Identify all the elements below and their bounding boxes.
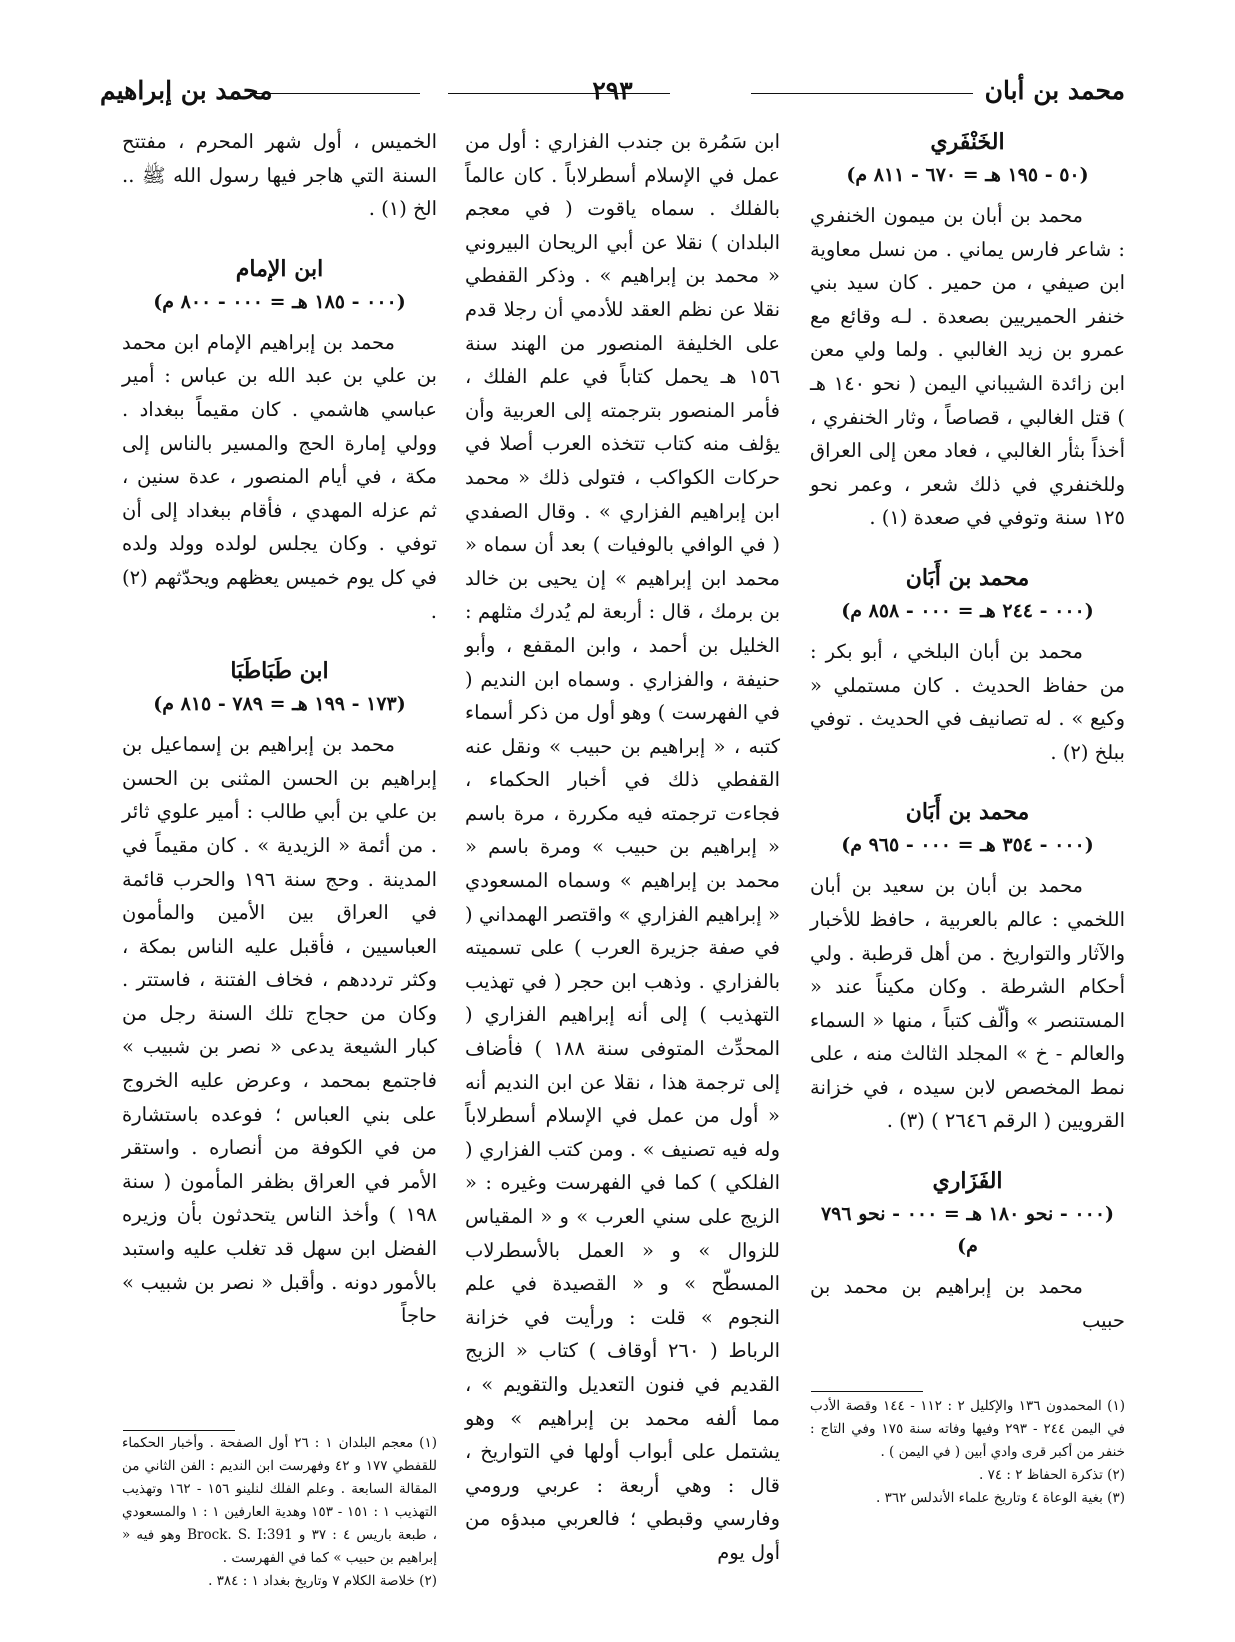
entry-text: محمد بن أبان بن سعيد بن أبان اللخمي : عالم بالعربية ، حافظ للأخبار والآثار والتواريخ . من أهل قرطبة . ولي أحكام الشرطة . وكان مكيناً عند « المستنصر » وألّف كتباً ، منها « السماء والعالم - خ » المجلد الثالث منه ، على نمط المخصص لابن سيده ، في خزانة القرويين ( الرقم ٢٦٤٦ ) (٣) . [810,874,1125,1133]
footnote-rule [811,1391,923,1392]
entry-text: الخميس ، أول شهر المحرم ، مفتتح السنة التي هاجر فيها رسول الله ﷺ .. الخ (١) . [122,130,437,221]
header-rule [751,93,973,94]
entry-title: محمد بن أَبَان [905,564,1030,591]
entry-text: ابن سَمُرة بن جندب الفزاري : أول من عمل في الإسلام أسطرلاباً . كان عالماً بالفلك . سماه ياقوت ( في معجم البلدان ) نقلا عن أبي الريحان البيروني « محمد بن إبراهيم » . وذكر القفطي نقلا عن نظم العقد للأدمي أن رجلا قدم على الخليفة المنصور من الهند سنة ١٥٦ هـ يحمل كتاباً في علم الفلك ، فأمر المنصور بترجمته إلى العربية وأن يؤلف منه كتاب تتخذه العرب أصلا في حركات الكواكب ، فتولى ذلك « محمد ابن إبراهيم الفزاري » . وقال الصفدي ( في الوافي بالوفيات ) بعد أن سماه « محمد ابن إبراهيم » إن يحيى بن خالد بن برمك ، قال : أربعة لم يُدرك مثلهم : الخليل بن أحمد ، وابن المقفع ، وأبو حنيفة ، والفزاري . وسماه ابن النديم ( في الفهرست ) وهو أول من ذكر أسماء كتبه ، « إبراهيم بن حبيب » ونقل عنه القفطي ذلك في أخبار الحكماء ، فجاءت ترجمته فيه مكررة ، مرة باسم « إبراهيم بن حبيب » ومرة باسم « محمد بن إبراهيم » وسماه المسعودي « إبراهيم الفزاري » واقتصر الهمداني ( في صفة جزيرة العرب ) على تسميته بالفزاري . وذهب ابن حجر ( في تهذيب التهذيب ) إلى أنه إبراهيم الفزاري ( المحدِّث المتوفى سنة ١٨٨ ) فأضاف إلى ترجمة هذا ، نقلا عن ابن النديم أنه « أول من عمل في الإسلام أسطرلاباً وله فيه تصنيف » . ومن كتب الفزاري ( الفلكي ) كما في الفهرست وغيره : « الزيج على سني العرب » و « المقياس للزوال » و « العمل بالأسطرلاب المسطّح » و « القصيدة في علم النجوم » قلت : ورأيت في خزانة الرباط ( ٢٦٠ أوقاف ) كتاب « الزيج القديم في فنون التعديل والتقويم » ، مما ألفه محمد بن إبراهيم » وهو يشتمل على أبواب أولها في التواريخ ، قال : وهي أربعة : عربي ورومي وفارسي وقبطي ؛ فالعربي مبدؤه من أول يوم [465,130,780,1564]
column-left [122,125,437,1333]
footnote: (١) المحمدون ١٣٦ والإكليل ٢ : ١١٢ - ١٤٤ وقصة الأدب في اليمن ٢٤٤ - ٢٩٣ وفيها وفاته سنة ١٧٥ وفي التاج : خنفر من أكبر قرى وادي أبين ( في اليمن ) . [810,1398,1125,1460]
footnote-rule [123,1430,235,1431]
entry-text: محمد بن إبراهيم بن إسماعيل بن إبراهيم بن الحسن المثنى بن الحسن بن علي بن أبي طالب : أمير علوي ثائر . من أئمة « الزيدية » . كان مقيماً في المدينة . وحج سنة ١٩٦ والحرب قائمة في العراق بين الأمين والمأمون العباسيين ، فأقبل عليه الناس بمكة ، وكثر ترددهم ، فخاف الفتنة ، فاستتر . وكان من حجاج تلك السنة رجل من كبار الشيعة يدعى « نصر بن شبيب » فاجتمع بمحمد ، وعرض عليه الخروج على بني العباس ؛ فوعده باستشارة من في الكوفة من أنصاره . واستقر الأمر في العراق بظفر المأمون ( سنة ١٩٨ ) وأخذ الناس يتحدثون بأن وزيره الفضل ابن سهل قد تغلب عليه واستبد بالأمور دونه . وأقبل « نصر بن شبيب » حاجاً [122,733,437,1328]
entry-dates: (٥٠ - ١٩٥ هـ = ٦٧٠ - ٨١١ م) [846,164,1089,186]
footnotes-left [122,1432,437,1593]
footnote: (٢) تذكرة الحفاظ ٢ : ٧٤ . [978,1467,1125,1483]
column-middle [465,125,780,1570]
entry-text: محمد بن أبان البلخي ، أبو بكر : من حفاظ الحديث . كان مستملي « وكيع » . له تصانيف في الحديث . توفي ببلخ (٢) . [810,639,1125,764]
entry-title: محمد بن أَبَان [905,799,1030,826]
entry-dates: (٠٠٠ - ٢٤٤ هـ = ٠٠٠ - ٨٥٨ م) [841,599,1094,622]
entry-dates: (٠٠٠ - ١٨٥ هـ = ٠٠٠ - ٨٠٠ م) [153,290,406,313]
entry-dates: (١٧٣ - ١٩٩ هـ = ٧٨٩ - ٨١٥ م) [153,693,406,716]
footnotes-right [810,1395,1125,1510]
running-header [100,76,1125,110]
entry-dates: (٠٠٠ - نحو ١٨٠ هـ = ٠٠٠ - نحو ٧٩٦ م) [820,1203,1115,1258]
header-rule [250,93,420,94]
footnote: (١) معجم البلدان ١ : ٢٦ أول الصفحة . وأخبار الحكماء للقفطي ١٧٧ و ٤٢ وفهرست ابن النديم : الفن الثاني من المقالة السابعة . وعلم الفلك لنلينو ١٥٦ - ١٦٢ وتهذيب التهذيب ١ : ١٥١ - ١٥٣ وهدية العارفين ١ : ١ والمسعودي ، طبعة باريس ٤ : ٣٧ و Brock. S. I:391 وهو فيه « إبراهيم بن حبيب » كما في الفهرست . [122,1435,438,1566]
entry-title: الخَنْفَري [930,129,1005,155]
entry-title: الفَزَاري [932,1168,1003,1195]
header-left-title: محمد بن إبراهيم [100,76,273,105]
header-right-title: محمد بن أبان [984,76,1125,105]
entry-text: محمد بن إبراهيم بن محمد بن حبيب [810,1275,1125,1332]
column-right [810,125,1125,1337]
entry-text: محمد بن أبان بن ميمون الخنفري : شاعر فارس يماني . من نسل معاوية ابن صيفي ، من حمير . كان سيد بني خنفر الحميريين بصعدة . لـه وقائع مع عمرو بن زيد الغالبي . ولما ولي معن ابن زائدة الشيباني اليمن ( نحو ١٤٠ هـ ) قتل الغالبي ، قصاصاً ، وثار الخنفري ، أخذاً بثأر الغالبي ، فعاد معن إلى العراق وللخنفري في ذلك شعر ، وعمر نحو ١٢٥ سنة وتوفي في صعدة (١) . [810,204,1126,530]
page-number: ٢٩٣ [592,76,633,105]
entry-title: ابن طَبَاطَبَا [230,658,329,685]
entry-text: محمد بن إبراهيم الإمام ابن محمد بن علي بن عبد الله بن عباس : أمير عباسي هاشمي . كان مقيماً ببغداد . وولي إمارة الحج والمسير بالناس إلى مكة ، في أيام المنصور ، عدة سنين ، ثم عزله المهدي ، فأقام ببغداد إلى أن توفي . وكان يجلس لولده وولد ولده في كل يوم خميس يعظهم ويحدّثهم (٢) . [122,330,437,623]
footnote: (٣) بغية الوعاة ٤ وتاريخ علماء الأندلس ٣٦٢ . [876,1490,1125,1506]
footnote: (٢) خلاصة الكلام ٧ وتاريخ بغداد ١ : ٣٨٤ . [208,1573,437,1589]
entry-title: ابن الإمام [235,255,324,282]
header-rule [448,93,670,94]
entry-dates: (٠٠٠ - ٣٥٤ هـ = ٠٠٠ - ٩٦٥ م) [841,834,1094,857]
